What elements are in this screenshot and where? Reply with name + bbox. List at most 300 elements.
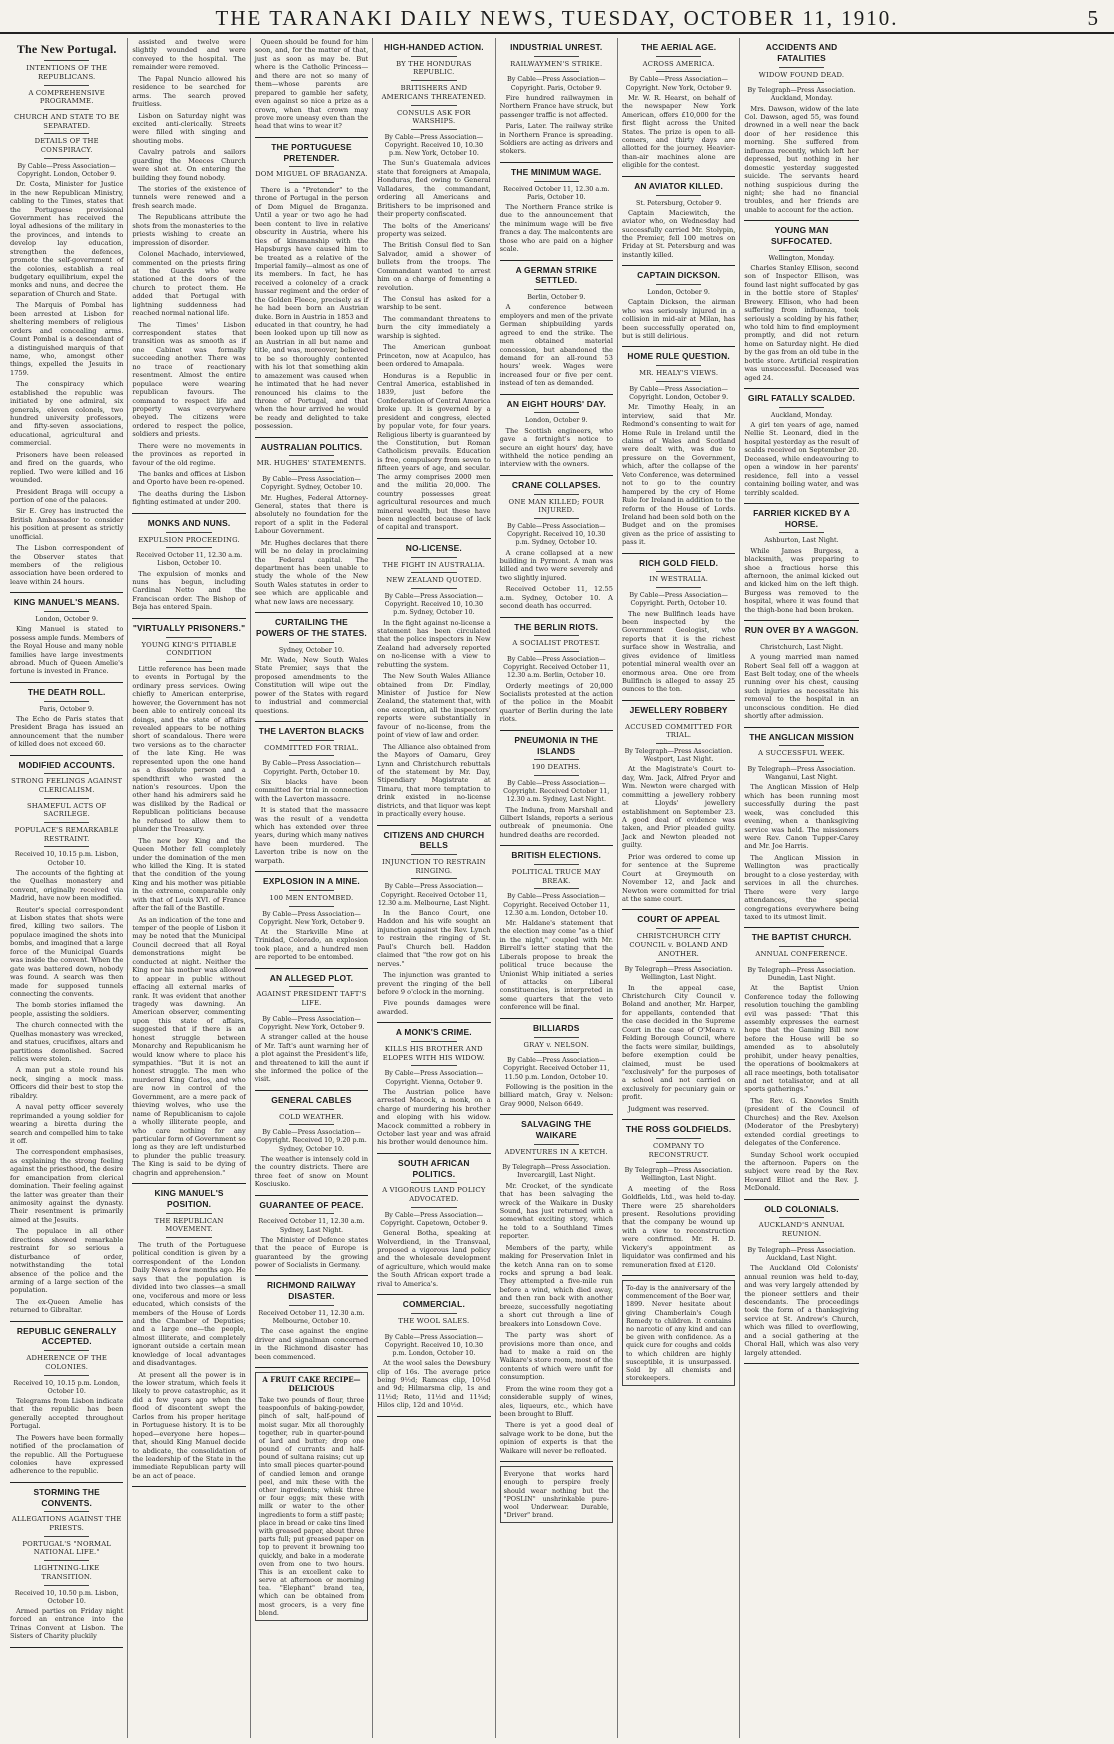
article-separator [744, 927, 858, 928]
headline-rule [656, 56, 701, 57]
article-subheading: ALLEGATIONS AGAINST THE PRIESTS. [11, 1515, 122, 1533]
article [744, 393, 858, 497]
article-dateline: By Cable—Press Association—Copyright. Capetown, October 9. [380, 1210, 488, 1227]
headline-rule [411, 56, 456, 57]
article-headline: CITIZENS AND CHURCH BELLS [383, 829, 485, 851]
article [622, 181, 735, 260]
headline-rule [289, 1305, 334, 1306]
article [377, 830, 490, 1017]
headline-rule [534, 181, 579, 182]
article-paragraph: The banks and offices at Lisbon and Oporto have been re-opened. [132, 470, 246, 487]
article-separator [132, 1486, 245, 1487]
article-paragraph: There is a "Pretender" to the throne of Portugal in the person of Dom Miguel de Braganza. Until a year or two ago he had been content to live in relative obscurity in Austria, where his ties of kinsmanship with the Hapsburgs have caused him to be treated as a relative of the Imperial family—almost as one of its members. In fact, he has received a colonelcy of a crack hussar regiment and the order of the Golden Fleece, precisely as if he had been born an Austrian duke. Born in Austria in 1853 and educated in that country, he had been looked upon up till now as an Austrian in all but name and title, and was, moreover, believed to be so thoroughly contented with his lot that something akin to amazement was caused when he intimated that he had never renounced his claims to the throne of Portugal, and that when the hour arrived he would be ready and delighted to take possession. [254, 186, 369, 431]
article [500, 1023, 613, 1108]
article-dateline: By Cable—Press Association—Copyright. Received 10, 9.20 p.m. Sydney, October 10. [256, 1128, 367, 1153]
advertisement-text: To-day is the anniversary of the commencement of the Boer war, 1899. Never hesitate about giving Chamberlain's Cough Remedy to children. It contains no narcotic of any kind and can be given with confidence. As a quick cure for coughs and colds to which children are highly susceptible, it is unsurpassed. Sold by all chemists and storekeepers. [625, 1284, 732, 1383]
article-paragraph: The party was short of provisions more than once, and had to make a raid on the Waikare's store room, most of the contents of which were unfit for consumption. [499, 1331, 613, 1382]
article-dateline: By Cable—Press Association—Copyright. London, October 9. [629, 384, 729, 402]
subheading-rule [44, 158, 89, 159]
subheading-rule [779, 1242, 825, 1243]
article-dateline: Paris, October 9. [39, 704, 94, 713]
article-dateline: By Cable—Press Association—Copyright. Received 10, 10.30 p.m. London, October 10. [384, 1332, 484, 1357]
article-subheading: ACCUSED COMMITTED FOR TRIAL. [625, 722, 733, 740]
article-paragraph: The British Consul fled to San Salvador, amid a shower of bullets from the troops. The Commandant wanted to arrest him on a charge of fomenting a revolution. [377, 241, 491, 292]
headline-rule [656, 365, 701, 366]
article-paragraph: The American gunboat Princeton, now at Acapulco, has been ordered to Amapala. [377, 343, 491, 369]
article [255, 726, 368, 865]
article-dateline: By Cable—Press Association—Copyright. Received 10, 10.30 p.m. New York, October 10. [384, 132, 484, 158]
article-dateline: By Cable—Press Association—Copyright. Received October 11, 11.50 p.m. London, October 10. [503, 1056, 610, 1081]
article-paragraph: Mr. Hughes declares that there will be no delay in proclaiming the Federal capital. The department has been unable to study the whole of the New South Wales statutes in order to see which are applicable and what new laws are necessary. [254, 538, 369, 606]
article-separator [622, 1275, 735, 1276]
article-paragraph: The injunction was granted to prevent the ringing of the bell before 9 o'clock in the morning. [377, 971, 491, 996]
article-subheading: ADVENTURES IN A KETCH. [504, 1147, 608, 1156]
article-headline: BRITISH ELECTIONS. [511, 850, 602, 861]
article-paragraph: Captain Dickson, the airman who was seriously injured in a collision in mid-air at Milan, has been successfully operated on, but is still delirious. [621, 298, 736, 340]
article [255, 973, 368, 1084]
article-paragraph: Armed parties on Friday night forced an entrance into the Trinas Convent at Lisbon. The Sisters of Charity pluckily [10, 1606, 124, 1641]
headline-rule [411, 557, 456, 558]
article-separator [132, 513, 245, 514]
article-paragraph: The accounts of the fighting at the Quelhas monastery and convent, originally received via Madrid, have now been modified. [10, 868, 124, 903]
article-headline: RICH GOLD FIELD. [639, 557, 719, 568]
article-separator [255, 137, 368, 138]
article-paragraph: Mr. Timothy Healy, in an interview, said that Mr. Redmond's consenting to wait for Home Rule in Ireland until the claims of Wales and Scotland were dealt with, was due to pressure on the Government, which, after the collapse of the Veto Conference, was determined not to go to the country hampered by the cry of Home Rule for Ireland in addition to the reform of the House of Lords. Ireland had been sold both on the Budget and on the promises given as the price of assisting to pass it. [621, 403, 736, 547]
article [132, 38, 245, 507]
article [255, 38, 368, 131]
article-paragraph: Colonel Machado, interviewed, commented on the priests firing at the Guards who were stationed at the doors of the church to protect them. He added that Portugal with lightning suddenness had reached normal national life. [132, 250, 246, 318]
subheading-rule [656, 71, 701, 72]
headline-rule [289, 740, 334, 741]
article-paragraph: The Marquis of Pombal has been arrested at Lisbon for sheltering members of religious orders and concealing arms. Count Pombal is a descendant of a distinguished marquis of that name, who, amongst other things, expelled the Jesuits in 1759. [10, 301, 124, 377]
article-subheading: GRAY v. NELSON. [523, 1040, 590, 1049]
headline-rule [411, 1313, 456, 1314]
article-paragraph: At the Starkville Mine at Trinidad, Colorado, an explosion took place, and a hundred men are reported to be entombed. [254, 927, 369, 962]
headline-rule [656, 928, 701, 929]
article [500, 42, 613, 156]
article-headline: OLD COLONIALS. [764, 1203, 839, 1214]
advertisement-text: Take two pounds of flour, three teaspoonfuls of baking-powder, pinch of salt, half-pound of moist sugar. Mix all thoroughly together, rub in quarter-pound of lard and butter; drop one pound of currants and half-pound of sultana raisins; cut up into small pieces quarter-pound of candied lemon and orange peel, and mix these with the other ingredients; whisk three or four eggs; mix these with milk or water to the other ingredients to form a stiff paste; place in bread or cake tins lined with greased paper, about three parts full; put greased paper on top to prevent it browning too quickly, and bake in a moderate oven from one to two hours. This is an excellent cake to serve at afternoon or morning tea. "Elephant" brand tea, which can be obtained from most grocers, is a very fine blend. [258, 1395, 365, 1617]
article-separator [255, 1367, 368, 1368]
article-headline: GENERAL CABLES [271, 1094, 352, 1105]
article-headline: EXPLOSION IN A MINE. [263, 876, 360, 887]
article [255, 1280, 368, 1361]
article-dateline: London, October 9. [524, 416, 588, 425]
article-paragraph: Captain Maciewitch, the aviator who, on Wednesday had successfully carried Mr. Stolypin, the Premier, fell 100 metres on Friday at St. Petersburg and was instantly killed. [621, 208, 736, 259]
article-subheading: MR. HEALY'S VIEWS. [639, 369, 719, 378]
headline-rule [779, 639, 825, 640]
article [744, 42, 858, 214]
article [744, 932, 858, 1192]
headline-rule [44, 701, 89, 702]
article-headline: SALVAGING THE WAIKARE [521, 1119, 592, 1140]
article-dateline: By Telegraph—Press Association. Wanganui, Last Night. [747, 765, 856, 782]
subheading-rule [656, 1162, 701, 1163]
article [622, 42, 735, 170]
article-subheading: ANNUAL CONFERENCE. [755, 950, 848, 959]
article-paragraph: There were no movements in the provinces as reported in favour of the old regime. [132, 441, 246, 467]
advertisement-heading: A FRUIT CAKE RECIPE—DELICIOUS [262, 1375, 361, 1394]
subheading-rule [534, 71, 579, 72]
article-dateline: Received 10, 10.15 p.m. London, October 10. [13, 1378, 120, 1395]
article [10, 687, 123, 749]
article-dateline: Received October 11, 12.30 a.m. Melbourne, October 10. [258, 1308, 365, 1326]
article-headline: MONKS AND NUNS. [147, 517, 231, 528]
advertisement-text: Everyone that works hard enough to perspire freely should wear nothing but the "POSLIN" unshrinkable pure-wool Underwear. Durable, "Driver" brand. [503, 1470, 609, 1520]
article-separator [744, 220, 858, 221]
headline-rule [289, 642, 334, 643]
article-dateline: Christchurch, Last Night. [760, 642, 844, 651]
article-headline: FARRIER KICKED BY A HORSE. [753, 507, 850, 529]
article-paragraph: The Powers have been formally notified of the proclamation of the republic. All the Portuguese colonies have expressed adherence to the republic. [10, 1433, 124, 1476]
article-paragraph: Mr. Wade, New South Wales State Premier, says that the proposed amendments to the Constitution will wipe out the power of the States with regard to industrial and commercial questions. [254, 655, 369, 715]
article-separator [622, 909, 735, 910]
headline-rule [534, 759, 579, 760]
article-paragraph: The New South Wales Alliance obtained from Dr. Findlay, Minister of Justice for New Zealand, the statement that, with one exception, all the inspectors' reports were substantially in favour of no-license, from the point of view of law and order. [377, 672, 491, 740]
article-headline: AN ALLEGED PLOT. [269, 972, 354, 983]
article-paragraph: While James Burgess, a blacksmith, was preparing to shoe a fractious horse this afternoon, the animal kicked out and kicked him on the left thigh. Burgess was removed to the hospital, where it was found that the thigh-bone had been broken. [744, 546, 859, 614]
article-separator [255, 968, 368, 969]
newspaper-title: THE TARANAKI DAILY NEWS, TUESDAY, OCTOBER 11, 1910. [215, 6, 899, 30]
headline-rule [534, 289, 579, 290]
article-separator [10, 755, 123, 756]
subheading-rule [411, 572, 456, 573]
article-subheading: EXPULSION PROCEEDING. [138, 535, 240, 544]
article [255, 442, 368, 607]
headline-rule [656, 571, 701, 572]
article [255, 142, 368, 431]
article [500, 265, 613, 388]
subheading-rule [44, 822, 89, 823]
article-subheading: AUCKLAND'S ANNUAL REUNION. [758, 1221, 845, 1239]
article-paragraph: From the wine room they got a considerable supply of wines, ales, liqueurs, etc., which have been brought to Bluff. [499, 1384, 613, 1418]
article-subheading: YOUNG KING'S PITIABLE CONDITION [141, 640, 237, 658]
article-paragraph: Received October 11, 12.55 a.m. Sydney, October 10. A second death has occurred. [499, 585, 613, 611]
article-paragraph: A conference between employers and men of the private German shipbuilding yards agreed to end the strike. The men obtained material concession, but abandoned the demand for an all-round 53 hours' week. Wages were increased four or five per cent. instead of ten as demanded. [499, 303, 613, 388]
article-paragraph: Prior was ordered to come up for sentence at the Supreme Court at Greymouth on November 12, and Jack and Newton were committed for trial at the same court. [621, 852, 736, 903]
headline-rule [166, 532, 211, 533]
article-dateline: By Cable—Press Association—Copyright. Received October 11, 12.30 a.m. Sydney, Last Night. [503, 778, 610, 804]
subheading-rule [289, 471, 334, 472]
article-paragraph: A girl ten years of age, named Nellie St. Leonard, died in the hospital yesterday as the result of scalds received on September 20. Deceased, while endeavouring to open a window in her parents' residence, fell into a vessel containing boiling water, and was terribly scalded. [744, 421, 859, 497]
headline-rule [289, 890, 334, 891]
article-dateline: St. Petersburg, October 9. [636, 198, 722, 207]
article [500, 399, 613, 469]
article-headline: THE ANGLICAN MISSION [749, 731, 854, 742]
article-separator [10, 682, 123, 683]
article-separator [500, 260, 613, 261]
headline-rule [534, 494, 579, 495]
article-subheading: COMMITTED FOR TRIAL. [264, 743, 359, 752]
article-paragraph: The Auckland Old Colonists' annual reunion was held to-day, and was very largely attended by the pioneer settlers and their descendants. The proceedings took the form of a thanksgiving service at St. Andrew's Church, which was filled to overflowing, and a social gathering at the Choral Hall, which was also very largely attended. [744, 1264, 859, 1357]
subheading-rule [411, 105, 456, 106]
article-subheading: DOM MIGUEL OF BRAGANZA. [255, 170, 368, 179]
article-paragraph: A man put a stole round his neck, singing a mock mass. Officers did their best to stop the ribaldry. [10, 1066, 124, 1100]
article-paragraph: At the wool sales the Dewsbury clip of 16s. The average price being 9½d; Ramcas clip, 10½d and 9d; Hilmarsma clip, 1s and 11½d; Reto, 11½d and 11¾d; Hilos clip, 12d and 10½d. [377, 1359, 491, 1410]
article-headline: AUSTRALIAN POLITICS. [260, 441, 363, 452]
article [10, 1487, 123, 1641]
article [132, 518, 245, 612]
article-dateline: By Cable—Press Association—Copyright. New York, October 9. [258, 1014, 365, 1031]
column-5 [496, 38, 618, 1738]
article-paragraph: A stranger called at the house of Mr. Taft's aunt warning her of a plot against the President's life, and threatened to kill the aunt if she informed the police of the visit. [254, 1033, 369, 1084]
article-subheading: COMPANY TO RECONSTRUCT. [648, 1141, 709, 1159]
article-separator [622, 346, 735, 347]
article-headline: RICHMOND RAILWAY DISASTER. [266, 1280, 356, 1302]
article-separator [255, 1275, 368, 1276]
subheading-rule [779, 761, 825, 762]
article-separator [10, 592, 123, 593]
article-subheading: CHURCH AND STATE TO BE SEPARATED. [14, 113, 120, 130]
headline-rule [289, 455, 334, 456]
article-paragraph: The stories of the existence of tunnels were renewed and a fresh search made. [132, 185, 246, 210]
subheading-rule [534, 1052, 579, 1053]
article-paragraph: Sir E. Grey has instructed the British Ambassador to consider his position at present as strictly unofficial. [10, 507, 124, 541]
subheading-rule [166, 1237, 211, 1238]
article-paragraph: Lisbon on Saturday night was excited anti-clerically. Streets were filled with singing and shouting mobs. [132, 111, 246, 145]
column-6 [618, 38, 740, 1738]
article-dateline: By Cable—Press Association—Copyright. Paris, October 9. [507, 75, 606, 92]
article-separator [622, 265, 735, 266]
newspaper-columns [6, 38, 1108, 1738]
subheading-rule [44, 1585, 89, 1586]
page-number: 5 [1087, 6, 1098, 30]
article [500, 850, 613, 1012]
article-subheading: RAILWAYMEN'S STRIKE. [510, 59, 603, 68]
subheading-rule [289, 1124, 334, 1125]
article-separator [132, 1183, 245, 1184]
article-paragraph: assisted and twelve were slightly wounded and were conveyed to the hospital. The remainder were removed. [132, 38, 246, 72]
article-paragraph: The Republicans attribute the shots from the monasteries to the priests wishing to create an impression of disorder. [132, 213, 246, 247]
article-dateline: London, October 9. [647, 288, 710, 297]
article-subheading: WIDOW FOUND DEAD. [758, 70, 845, 79]
article-headline: KING MANUEL'S POSITION. [154, 1188, 224, 1209]
article-separator [500, 394, 613, 395]
article-headline: ACCIDENTS AND FATALITIES [765, 42, 838, 63]
article-paragraph: The truth of the Portuguese political condition is given by a correspondent of the London Daily News a few months ago. He says that the population is divided into two classes—a small one, vociferous and more or less educated, which consists of the members of the House of Lords and the Chamber of Deputies; and a large one—the people, almost illiterate, and completely ignorant outside a certain mean knowledge of local advantages and disadvantages. [132, 1241, 246, 1368]
article-headline: THE MINIMUM WAGE. [511, 166, 602, 177]
article-dateline: By Telegraph—Press Association. Dunedin, Last Night. [747, 965, 856, 982]
article-subheading: 100 MEN ENTOMBED. [269, 893, 354, 902]
subheading-rule [411, 878, 456, 879]
subheading-rule [779, 962, 825, 963]
subheading-rule [44, 1375, 89, 1376]
article-paragraph: The weather is intensely cold in the country districts. There are three feet of snow on Mount Kosciusko. [254, 1154, 369, 1189]
article-paragraph: The Northern France strike is due to the announcement that the minimum wage will be five francs a day. The malcontents are those who are paid on a higher scale. [499, 203, 613, 254]
headline-rule [779, 532, 825, 533]
subheading-rule [166, 661, 211, 662]
article [377, 543, 490, 819]
article [622, 270, 735, 340]
article-subheading: ACROSS AMERICA. [642, 59, 715, 68]
headline-rule [411, 854, 456, 855]
article-paragraph: The deaths during the Lisbon fighting estimated at under 200. [132, 489, 246, 507]
article-headline: GUARANTEE OF PEACE. [259, 1199, 364, 1210]
article-subheading: BRITISHERS AND AMERICANS THREATENED. [381, 84, 487, 101]
article-separator [500, 845, 613, 846]
article-paragraph: The Scottish engineers, who gave a fortnight's notice to secure an eight hours' day, have withheld the notice pending an interview with the owners. [499, 426, 613, 469]
article-headline: THE LAVERTON BLACKS [258, 725, 365, 736]
article-subheading: THE WOOL SALES. [398, 1316, 470, 1325]
article-paragraph: King Manuel is stated to possess ample funds. Members of the Royal House and many noble families have large investments abroad. Much of Queen Amelie's fortune is invested in France. [10, 625, 124, 676]
article-separator [255, 437, 368, 438]
article-paragraph: In the fight against no-license a statement has been circulated that the police inspectors in New Zealand had adversely reported on no-license with a view to rebutting the system. [377, 618, 491, 669]
column-7 [740, 38, 862, 1738]
article-paragraph: Following is the position in the billiard match, Gray v. Nelson: Gray 9000, Nelson 6649. [499, 1082, 613, 1108]
headline-rule [779, 250, 825, 251]
article-dateline: By Cable—Press Association—Copyright. New York, October 9. [258, 909, 365, 926]
subheading-rule [534, 775, 579, 776]
headline-rule [44, 611, 89, 612]
article-headline: KING MANUEL'S MEANS. [13, 597, 120, 608]
article-paragraph: Little reference has been made to events in Portugal by the ordinary press services. Owing chiefly to American enterprise, however, the Government has not been able to entirely conceal its doings, and the state of affairs revealed appears to be nothing short of scandalous. There were two versions as to the character of the late King. He was represented upon the one hand as a dissolute person and a spendthrift who wasted the nation's resources. Upon the other hand his admirers said he was disliked by the Radical or Republican politicians because he refused to allow them to plunder the Treasury. [132, 664, 246, 834]
article-paragraph: Queen should be found for him soon, and, for the matter of that, just as soon as may be. But where is the Catholic Princess—and there are not so many of them—whose parents are prepared to gamble her safety, even against so nice a prize as a crown, when that crown may prove more uneasy even than the head that wins to wear it? [254, 38, 369, 131]
article-separator [255, 871, 368, 872]
article-headline: THE AERIAL AGE. [641, 42, 717, 52]
subheading-rule [534, 651, 579, 652]
article-paragraph: The Austrian police have arrested Macock, a monk, on a charge of murdering his brother and eloping with his widow. Macock committed a robbery in October last year and was afraid his brother would denounce him. [377, 1087, 491, 1147]
article [10, 1326, 123, 1476]
article-subheading: COLD WEATHER. [279, 1112, 344, 1121]
article-subheading: BY THE HONDURAS REPUBLIC. [396, 59, 472, 77]
column-3 [251, 38, 373, 1738]
subheading-rule [289, 906, 334, 907]
article [622, 705, 735, 904]
article-dateline: By Telegraph—Press Association. Auckland, Monday. [747, 86, 856, 103]
article-headline: YOUNG MAN SUFFOCATED. [770, 225, 833, 246]
article-dateline: By Cable—Press Association—Copyright. Received October 11, 12.30 a.m. Berlin, October 10. [503, 655, 610, 680]
article-paragraph: Judgment was reserved. [627, 1104, 709, 1113]
article-paragraph: The Anglican Mission in Wellington was practically brought to a close yesterday, with services in all the churches. There were very large attendances, the special congregations everywhere being taxed to its utmost limit. [744, 853, 859, 921]
article-paragraph: Mr. Haldane's statement that the election may come "as a thief in the night," coupled with Mr. Birrell's letter stating that the Liberals propose to break the political truce because the Unionist Whip initiated a series of attacks on Liberal constituencies, is interpreted in some quarters that the veto conference will be final. [499, 918, 613, 1012]
article-subheading: DETAILS OF THE CONSPIRACY. [34, 137, 99, 155]
article [377, 42, 490, 532]
article-headline: A GERMAN STRIKE SETTLED. [515, 264, 597, 286]
article-headline: SOUTH AFRICAN POLITICS. [398, 1157, 470, 1179]
headline-rule [44, 1511, 89, 1512]
article [744, 732, 858, 922]
article-subheading: KILLS HIS BROTHER AND ELOPES WITH HIS WIDOW. [382, 1045, 485, 1062]
article-separator [744, 388, 858, 389]
article-paragraph: The Papal Nuncio allowed his residence to be searched for arms. The search proved fruitless. [132, 74, 246, 109]
article-paragraph: Paris, Later. The railway strike in Northern France is spreading. Soldiers are acting as drivers and stokers. [499, 122, 613, 156]
article-separator [132, 618, 245, 619]
article-dateline: By Telegraph—Press Association. Auckland, Last Night. [747, 1245, 856, 1262]
article-headline: CRANE COLLAPSES. [511, 479, 601, 490]
article-subheading: LIGHTNING-LIKE TRANSITION. [33, 1564, 100, 1581]
article [10, 42, 123, 586]
article-separator [744, 727, 858, 728]
article [255, 617, 368, 715]
article [622, 351, 735, 546]
article-separator [500, 475, 613, 476]
subheading-rule [411, 1065, 456, 1066]
article-headline: AN AVIATOR KILLED. [634, 180, 724, 191]
subheading-rule [656, 743, 701, 744]
article-paragraph: Members of the party, while making for Preservation Inlet in the ketch Anna ran on to some rocks and sprung a bad leak. They attempted a five-mile run before a wind, which died away, and then ran back with another breeze, successfully negotiating a short cut through a line of breakers into Lonsdown Cove. [499, 1243, 613, 1328]
article [744, 225, 858, 382]
article-dateline: Received October 11, 12.30 a.m. Paris, October 10. [503, 184, 610, 201]
article-subheading: PORTUGAL'S "NORMAL NATIONAL LIFE." [22, 1539, 112, 1557]
article-subheading: STRONG FEELINGS AGAINST CLERICALISM. [11, 777, 123, 795]
subheading-rule [534, 1159, 579, 1160]
article-dateline: Received 10, 10.15 p.m. Lisbon, October 10. [14, 850, 119, 867]
article-paragraph: The conspiracy which established the republic was initiated by one admiral, six generals, eleven colonels, two hundred university professors, and fifty-seven associations, educational, agricultural and commercial. [10, 380, 124, 448]
subheading-rule [44, 1560, 89, 1561]
article [500, 622, 613, 724]
article-separator [500, 617, 613, 618]
subheading-rule [656, 587, 701, 588]
article-headline: CURTAILING THE POWERS OF THE STATES. [256, 617, 367, 638]
article-headline: THE PORTUGUESE PRETENDER. [271, 141, 352, 163]
column-1 [6, 38, 128, 1738]
article-paragraph: The church connected with the Quelhas monastery was wrecked, and statues, crucifixes, altars and partitions demolished. Sacred relics were stolen. [10, 1021, 124, 1064]
article-headline: THE ROSS GOLDFIELDS. [625, 1124, 732, 1135]
article [10, 597, 123, 676]
article-dateline: Sydney, October 10. [278, 645, 345, 654]
article-subheading: THE REPUBLICAN MOVEMENT. [154, 1216, 224, 1234]
article-paragraph: A meeting of the Ross Goldfields, Ltd., was held to-day. There were 25 shareholders present. Resolutions providing that the company be wound up with a view to reconstruction were confirmed. Mr. H. D. Vickery's appointment as liquidator was confirmed and his remuneration fixed at £120. [621, 1184, 736, 1269]
article-paragraph: The Sun's Guatemala advices state that foreigners at Amapala, Honduras, fled owing to General Valladares, the commandant, ordering all Americans and Britishers to be imprisoned and their property confiscated. [377, 159, 491, 219]
article-paragraph: Mr. Crocket, of the syndicate that has been salvaging the wreck of the Waikare in Dusky Sound, has just returned with a somewhat exciting story, which he told to a Southland Times reporter. [499, 1181, 613, 1241]
article-paragraph: Sunday School work occupied the afternoon. Papers on the subject were read by the Rev. Howard Elliot and the Rev. J. McDonald. [744, 1150, 859, 1193]
headline-rule [656, 719, 701, 720]
article-subheading: CONSULS ASK FOR WARSHIPS. [397, 108, 471, 126]
article-headline: THE DEATH ROLL. [27, 686, 106, 697]
subheading-rule [289, 755, 334, 756]
article-paragraph: At present all the power is in the lower stratum, which feels it likely to prove catastrophic, as it did a few years ago when the flood of discontent swept the Carlos from his proper heritage in Portuguese history. It is to be hoped—everyone here hopes—that, should King Manuel decide to abdicate, the consolidation of the leadership of the State in the immediate Republican party will be an act of peace. [132, 1370, 246, 1480]
article-headline: RUN OVER BY A WAGGON. [744, 625, 859, 636]
headline-rule [411, 1041, 456, 1042]
article [622, 914, 735, 1113]
article-paragraph: A young married man named Robert Seal fell off a waggon at East Belt today, one of the wheels running over his chest, causing such injuries as necessitate his removal to the hospital in an unconscious condition. He died shortly after admission. [744, 653, 859, 721]
article-dateline: By Cable—Press Association—Copyright. Received October 11, 12.30 a.m. Melbourne, Last Night. [377, 882, 490, 907]
article-paragraph: General Botha, speaking at Wolverdiend, in the Transvaal, proposed a vigorous land policy and the wholesale development of agriculture, which would make the South African export trade a rival to America's. [377, 1229, 491, 1288]
article-subheading: SHAMEFUL ACTS OF SACRILEGE. [26, 801, 107, 819]
headline-rule [289, 166, 334, 167]
article-headline: The New Portugal. [16, 42, 117, 56]
article [255, 1200, 368, 1270]
subheading-rule [656, 381, 701, 382]
article-headline: COMMERCIAL. [402, 1299, 465, 1310]
advertisement [500, 1466, 613, 1523]
article-paragraph: The Lisbon correspondent of the Observer states that members of the religious association have been ordered to leave within 24 hours. [10, 544, 124, 586]
article-headline: A MONK'S CRIME. [395, 1027, 472, 1038]
article-headline: GIRL FATALLY SCALDED. [748, 393, 856, 404]
subheading-rule [411, 1329, 456, 1330]
article-separator [377, 1294, 490, 1295]
article-dateline: London, October 9. [35, 615, 98, 624]
article-dateline: By Cable—Press Association—Copyright. London, October 9. [17, 161, 117, 179]
article-paragraph: The bomb stories inflamed the people, assisting the soldiers. [10, 1001, 124, 1018]
article-subheading: ONE MAN KILLED; FOUR INJURED. [508, 497, 604, 515]
subheading-rule [534, 518, 579, 519]
article-paragraph: Mr. Hughes, Federal Attorney-General, states that there is absolutely no foundation for the report of a split in the Federal Labour Government. [254, 493, 369, 536]
article-paragraph: The new boy King and the Queen Mother fell completely under the domination of the men who killed the King. It is stated that the condition of the young King and his mother was pitiable in the extreme, comparable only with that of Louis XVI. of France after the fall of the Bastille. [132, 836, 246, 913]
article-paragraph: In the Banco Court, one Haddon and his wife sought an injunction against the Rev. Lynch to restrain the ringing of St. Paul's Church bell. Haddon claimed that "the row got on his nerves." [377, 909, 491, 968]
article-subheading: AGAINST PRESIDENT TAFT'S LIFE. [256, 990, 367, 1008]
subheading-rule [44, 109, 89, 110]
article-separator [255, 612, 368, 613]
article-paragraph: The new Bullfinch leads have been inspected by the Government Geologist, who reports that it is the richest surface show in Westralia, and gives evidence of limitless potential mineral wealth over an enormous area. One ore from Bullfinch is alleged to assay 25 ounces to the ton. [621, 609, 736, 694]
article-separator [744, 1363, 858, 1364]
article-subheading: CHRISTCHURCH CITY COUNCIL v. BOLAND AND ANOTHER. [629, 932, 728, 958]
article-paragraph: There is yet a good deal of salvage work to be done, but the opinion of experts is that the Waikare will never be refloated. [499, 1421, 613, 1455]
article-paragraph: The bolts of the Americans' property was seized. [377, 221, 491, 238]
article-dateline: By Telegraph—Press Association. Invercargill, Last Night. [502, 1163, 611, 1180]
article-paragraph: At the Baptist Union Conference today the following resolution touching the gambling evil was passed: "That this assembly expresses the earnest hope that the Gaming Bill now before the House will be so amended as to absolutely prohibit, under heavy penalties, the operations of bookmakers at all race meetings, both totalisator and net totalisator, and at all sports gatherings." [744, 984, 859, 1094]
article [377, 1299, 490, 1410]
